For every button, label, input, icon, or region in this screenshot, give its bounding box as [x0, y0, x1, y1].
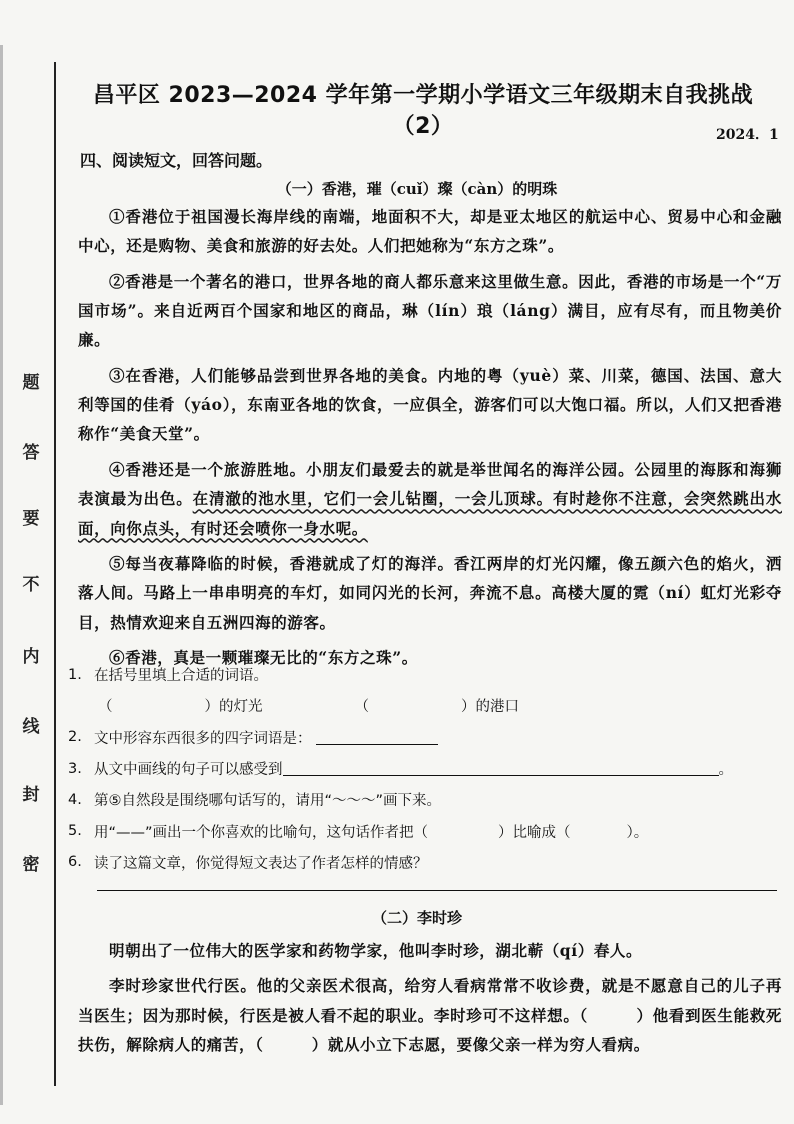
question-number: 1. [68, 666, 82, 683]
answer-line[interactable] [97, 890, 777, 891]
reading-passage [78, 936, 782, 1066]
question-text: ）比喻成（ [498, 824, 571, 841]
section-heading: 四、阅读短文，回答问题。 [80, 151, 273, 170]
paren-open: （ [354, 699, 369, 716]
side-label: 封 [22, 785, 40, 805]
answer-line[interactable] [316, 730, 438, 745]
exam-date: 2024．1 [716, 127, 779, 143]
question-number: 4. [68, 791, 82, 808]
question-text: 在括号里填上合适的词语。 [94, 668, 268, 685]
question-text: ）。 [626, 824, 649, 841]
paragraph: 李时珍家世代行医。他的父亲医术很高，给穷人看病常常不收诊费，就是不愿意自己的儿子再当医生；因为那时候，行医是被人看不起的职业。李时珍可不这样想。（ ）他看到医生能救死扶伤，解除病人的痛苦，（ ）就从小立下志愿，要像父亲一样为穷人看病。 [78, 976, 782, 1055]
question-number: 2. [68, 729, 82, 746]
question-text: 用“——”画出一个你喜欢的比喻句，这句话作者把（ [94, 824, 429, 841]
paragraph: ③在香港，人们能够品尝到世界各地的美食。内地的粤（yuè）菜、川菜，德国、法国、意大利等国的佳肴（yáo），东南亚各地的饮食，一应俱全，游客们可以大饱口福。所以，人们又把香港称作“美食天堂”。 [78, 365, 782, 444]
paren-open: （ [98, 699, 113, 716]
question-6 [68, 847, 780, 878]
question-text: 从文中画线的句子可以感受到 [94, 762, 283, 779]
paragraph-text: ④香港还是一个旅游胜地。小朋友们最爱去的就是举世闻名的海洋公园。公园里的海豚和海狮表演最为出色。 [78, 459, 782, 509]
paragraph: ②香港是一个著名的港口，世界各地的商人都乐意来这里做生意。因此，香港的市场是一个“万国市场”。来自近两百个国家和地区的商品，琳（lín）琅（láng）满目，应有尽有，而且物美价廉。 [78, 271, 782, 350]
question-2 [68, 722, 780, 753]
question-4 [68, 784, 780, 815]
blank-suffix: ）的灯光 [204, 699, 263, 716]
side-label: 内 [22, 647, 40, 667]
question-number: 3. [68, 760, 82, 777]
side-label: 要 [22, 509, 40, 529]
page-title: 昌平区 2023—2024 学年第一学期小学语文三年级期末自我挑战（2） [92, 83, 754, 139]
question-text: 读了这篇文章，你觉得短文表达了作者怎样的情感？ [94, 855, 428, 872]
paragraph: ①香港位于祖国漫长海岸线的南端，地面积不大，却是亚太地区的航运中心、贸易中心和金融中心，还是购物、美食和旅游的好去处。人们把她称为“东方之珠”。 [78, 207, 782, 256]
side-label: 线 [22, 717, 40, 737]
answer-line[interactable] [283, 761, 719, 776]
paragraph: ⑥香港，真是一颗璀璨无比的“东方之珠”。 [109, 648, 418, 668]
paragraph: 明朝出了一位伟大的医学家和药物学家，他叫李时珍，湖北蕲（qí）春人。 [109, 941, 643, 960]
question-end: 。 [718, 762, 733, 779]
question-number: 5. [68, 823, 82, 840]
passage-title: （一）香港，璀（cuǐ）璨（càn）的明珠 [276, 180, 558, 198]
question-text: 文中形容东西很多的四字词语是： [94, 730, 312, 747]
paragraph [78, 455, 782, 543]
underlined-sentence: 在清澈的池水里，它们一会儿钻圈，一会儿顶球。有时趁你不注意，会突然跳出水面，向你点头，有时还会喷你一身水呢。 [78, 489, 782, 538]
paragraph: ⑤每当夜幕降临的时候，香港就成了灯的海洋。香江两岸的灯光闪耀，像五颜六色的焰火，洒落人间。马路上一串串明亮的车灯，如同闪光的长河，奔流不息。高楼大厦的霓（ní）虹灯光彩夺目，热情欢迎来自五洲四海的游客。 [78, 554, 782, 632]
question-number: 6. [68, 854, 82, 871]
side-label: 答 [22, 443, 40, 463]
side-label: 题 [22, 373, 40, 393]
question-1-blanks [68, 690, 780, 721]
binding-line [54, 62, 56, 1086]
page-edge [0, 45, 3, 1105]
question-1 [68, 659, 780, 690]
question-5 [68, 815, 780, 846]
side-label: 密 [22, 855, 40, 875]
side-label: 不 [22, 575, 40, 595]
passage-title: （二）李时珍 [371, 909, 462, 927]
question-3 [68, 753, 780, 784]
reading-passage [78, 202, 782, 679]
blank-suffix: ）的港口 [461, 699, 519, 716]
question-list [68, 659, 780, 878]
question-text: 第⑤自然段是围绕哪句话写的，请用“～～～”画下来。 [94, 793, 442, 810]
